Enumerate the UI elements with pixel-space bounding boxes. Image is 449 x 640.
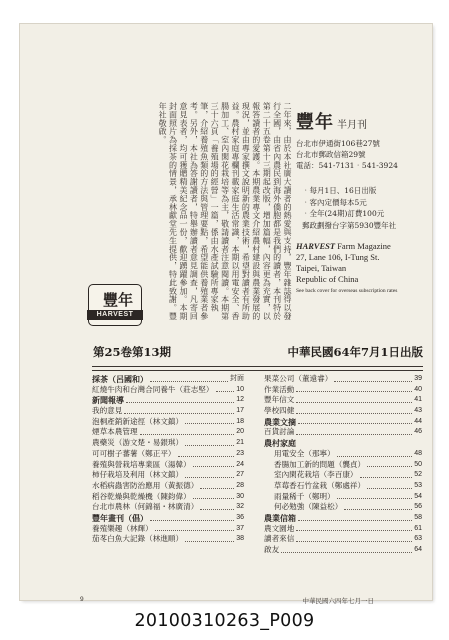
toc-entry-title: 何必勉強（陳益松）: [274, 502, 343, 512]
toc-entry-page: 41: [414, 396, 422, 404]
logo-glyph: 豐年: [103, 291, 134, 309]
toc-leader-dots: [200, 481, 234, 489]
toc-entry-title: 柿仔栽培及利用（林文鎮）: [92, 470, 184, 480]
toc-leader-dots: [155, 524, 234, 532]
toc-entry-page: 64: [414, 546, 422, 553]
toc-entry[interactable]: [264, 449, 422, 460]
toc-entry[interactable]: [264, 438, 422, 449]
toc-entry[interactable]: [264, 513, 422, 524]
toc-entry-page: 39: [414, 375, 422, 382]
toc-entry-title: 農藥災（游文楚・易銀琪）: [92, 438, 184, 448]
divider: [92, 366, 423, 367]
toc-entry-title: 採茶（呂國和）: [92, 374, 148, 384]
toc-leader-dots: [360, 470, 413, 478]
issue-bar: [93, 344, 423, 360]
toc-entry[interactable]: [264, 524, 422, 535]
toc-entry[interactable]: [92, 438, 244, 449]
toc-entry-page: 封面: [230, 375, 244, 382]
toc-entry-title: 豐年畫刊（倡）: [92, 512, 148, 523]
toc-entry-page: 32: [236, 503, 244, 511]
toc-leader-dots: [337, 492, 412, 500]
toc-leader-dots: [124, 406, 234, 414]
intro-vertical-text: 二年來，由於本社廣大讀者的熱愛與支持，豐年雜誌得以發行全國，由省內農民到海外僑胞都是我們的讀者，本刊特於第二十五卷第十三期起改版，增加篇幅，內容更為充實，以報答讀者的愛護。本期農業專文介紹農村建設與農業發展的現況，並由專家撰文說明新的農業技術，希望對讀者有所助益。農村家庭專欄刊載家庭生活常識，本期以用電安全、香腸加工、室內閑花栽培等為主，敬請讀者注意閱讀。本期第三十六頁「養殖場的經營」一篇，係由水產試驗所專家執筆，介紹養殖魚類的方法與管理要點，希望能供養殖業者參考。另外，本社為答謝讀者，特舉辦讀者意見調查，凡寄回意見表者，均可獲贈精美紀念品一份，歡迎踴躍參加。本期封面照片為採茶的情景，承林獻堂先生提供，特此致謝。豐年社敬啟。: [158, 102, 292, 321]
toc-entry-title: 新聞報導: [92, 395, 124, 406]
toc-entry-title: 果菜公司（董遠睿）: [264, 374, 333, 383]
toc-entry[interactable]: [92, 374, 244, 385]
toc-leader-dots: [344, 502, 412, 510]
toc-entry-title: 可可樹子蕃薯（鄭正平）: [92, 448, 176, 458]
toc-entry-title: 台北市農林（何錦福・林廣清）: [92, 502, 199, 512]
toc-entry-title: 茄苳白魚大記錄（林進順）: [92, 534, 184, 544]
toc-entry-page: 54: [414, 492, 422, 500]
toc-entry-title: 農村家庭: [264, 438, 296, 449]
harvest-logo: [88, 284, 142, 326]
toc-entry-page: 10: [236, 385, 244, 393]
toc-leader-dots: [298, 438, 420, 446]
toc-leader-dots: [150, 513, 234, 521]
toc-entry-page: 48: [414, 449, 422, 457]
toc-entry[interactable]: [264, 492, 422, 503]
toc-entry[interactable]: [264, 470, 422, 481]
toc-entry[interactable]: [92, 417, 244, 428]
toc-entry[interactable]: [264, 417, 422, 428]
toc-entry[interactable]: [264, 374, 422, 385]
address-line: 台北市伊通街106巷27號: [296, 139, 380, 148]
toc-leader-dots: [296, 534, 412, 542]
toc-leader-dots: [367, 481, 412, 489]
english-masthead: [296, 241, 440, 297]
toc-leader-dots: [296, 395, 412, 403]
toc-entry-title: 農業信箱: [264, 512, 296, 523]
toc-entry[interactable]: [264, 481, 422, 492]
toc-entry[interactable]: [92, 385, 244, 396]
toc-entry-page: 12: [236, 396, 244, 404]
toc-entry-page: 63: [414, 535, 422, 543]
toc-entry-page: 50: [414, 460, 422, 468]
toc-entry-title: 我的意見: [92, 406, 123, 416]
logo-band: HARVEST: [87, 310, 143, 320]
english-address-line: Republic of China: [296, 274, 359, 284]
toc-entry[interactable]: [92, 406, 244, 417]
toc-entry-title: 室內閑花栽培（李百康）: [274, 470, 358, 480]
toc-entry-title: 香腸加工新的問題（龔貞）: [274, 459, 366, 469]
toc-entry-page: 52: [414, 471, 422, 479]
toc-leader-dots: [367, 460, 412, 468]
english-name: HARVEST: [296, 241, 336, 251]
toc-entry-title: 豐年信文: [264, 395, 295, 405]
toc-leader-dots: [126, 395, 234, 403]
toc-entry-title: 學校四健: [264, 406, 295, 416]
toc-entry-page: 43: [414, 407, 422, 415]
toc-left-column: [92, 374, 244, 545]
masthead-address: [296, 138, 440, 160]
toc-entry-page: 24: [236, 460, 244, 468]
toc-entry-page: 46: [414, 428, 422, 436]
toc-entry[interactable]: [92, 534, 244, 545]
toc-entry-page: 21: [236, 439, 244, 447]
toc-entry[interactable]: [92, 513, 244, 524]
toc-entry-title: 水稻病蟲害防治應用（黃振德）: [92, 480, 199, 490]
toc-entry-title: 養殖與營栽培專業區（湯韓）: [92, 459, 191, 469]
english-address-line: Taipei, Taiwan: [296, 263, 347, 273]
toc-entry-title: 用電安全（那寧）: [274, 448, 335, 458]
toc-leader-dots: [296, 406, 412, 414]
toc-leader-dots: [185, 470, 234, 478]
overseas-note: See back cover for overseas subscription rates: [296, 288, 398, 294]
toc-leader-dots: [298, 417, 412, 425]
toc-entry-title: 紅燒牛肉和台灣合同養牛（莊志堅）: [92, 384, 214, 394]
toc-entry[interactable]: [92, 492, 244, 503]
toc-leader-dots: [140, 427, 235, 435]
toc-entry[interactable]: [92, 470, 244, 481]
issue-date: 中華民國64年7月1日出版: [287, 345, 423, 359]
toc-entry[interactable]: [92, 502, 244, 513]
english-tagline: Farm Magazine: [337, 241, 391, 251]
toc-leader-dots: [296, 385, 412, 393]
subscription-line: 郵政劃撥台字第5930豐年社: [302, 220, 397, 230]
masthead: [296, 108, 440, 297]
toc-entry-page: 56: [414, 503, 422, 511]
toc-leader-dots: [281, 545, 412, 553]
masthead-subtitle: 半月刊: [337, 120, 367, 131]
toc-leader-dots: [337, 449, 412, 457]
toc-entry[interactable]: [92, 449, 244, 460]
magazine-page: [20, 24, 432, 605]
toc-entry[interactable]: [92, 524, 244, 535]
issue-volume: 第25卷第13期: [93, 345, 172, 359]
toc-entry[interactable]: [92, 395, 244, 406]
image-caption: 20100310263_P009: [134, 611, 315, 631]
toc-entry-title: 泡桐產銷新途徑（林文鎮）: [92, 416, 184, 426]
toc-entry-page: 18: [236, 417, 244, 425]
toc-leader-dots: [296, 427, 412, 435]
address-line: 台北市郵政信箱29號: [296, 150, 366, 159]
toc-leader-dots: [185, 417, 234, 425]
subscription-line: ‧每月1日、16日出版: [302, 186, 377, 195]
toc-entry-title: 農文園地: [264, 523, 295, 533]
toc-entry-page: 23: [236, 449, 244, 457]
subscription-info: [296, 185, 440, 231]
toc-entry-page: 61: [414, 524, 422, 532]
divider: [92, 370, 423, 371]
toc-entry-title: 煙草本農管理: [92, 427, 138, 437]
toc-entry-title: 雨量稀千（鄭明）: [274, 491, 335, 501]
toc-entry-page: 44: [414, 417, 422, 425]
toc-leader-dots: [193, 492, 234, 500]
toc-leader-dots: [216, 385, 235, 393]
toc-entry[interactable]: [264, 502, 422, 513]
masthead-brand: [296, 108, 440, 134]
toc-entry-page: 30: [236, 492, 244, 500]
toc-entry-page: 53: [414, 481, 422, 489]
masthead-phone: 電話：541-7131‧541-3924: [296, 161, 398, 170]
english-address-line: 27, Lane 106, I-Tung St.: [296, 252, 380, 262]
toc-leader-dots: [185, 438, 234, 446]
toc-entry-page: 28: [236, 481, 244, 489]
toc-entry-page: 40: [414, 385, 422, 393]
toc-entry[interactable]: [264, 427, 422, 438]
toc-entry-title: 讀者來信: [264, 534, 295, 544]
toc-entry-page: 58: [414, 513, 422, 521]
toc-entry[interactable]: [92, 460, 244, 471]
toc-entry[interactable]: [92, 427, 244, 438]
toc-entry-title: 啟友: [264, 545, 280, 554]
page-number: 9: [80, 596, 84, 603]
toc-entry-page: 17: [236, 407, 244, 415]
masthead-title: 豐年: [296, 112, 334, 133]
toc-leader-dots: [150, 374, 228, 382]
subscription-line: ‧全年(24期)訂費100元: [302, 209, 385, 218]
toc-leader-dots: [185, 534, 234, 542]
toc-leader-dots: [178, 449, 235, 457]
toc-leader-dots: [298, 513, 412, 521]
toc-entry[interactable]: [264, 534, 422, 545]
toc-entry-page: 37: [236, 524, 244, 532]
toc-entry-title: 作業活動: [264, 384, 295, 394]
subscription-line: ‧客內定價每本5元: [302, 197, 367, 207]
toc-entry-page: 38: [236, 535, 244, 543]
toc-entry-page: 27: [236, 471, 244, 479]
toc-leader-dots: [334, 374, 412, 382]
toc-entry[interactable]: [92, 481, 244, 492]
toc-entry-title: 養殖樂趣（林輝）: [92, 523, 153, 533]
toc-right-column: [264, 374, 422, 556]
toc-entry[interactable]: [264, 395, 422, 406]
toc-leader-dots: [296, 524, 412, 532]
toc-entry[interactable]: [264, 385, 422, 396]
toc-entry-title: 稻谷乾燥與乾燥機（陳鈞偉）: [92, 491, 191, 501]
footer-date: 中華民國六四年七月一日: [302, 597, 374, 605]
toc-leader-dots: [193, 460, 234, 468]
toc-entry[interactable]: [264, 406, 422, 417]
toc-entry-title: 草莓香石竹盆栽（鄭處祥）: [274, 480, 366, 490]
toc-entry-page: 36: [236, 513, 244, 521]
toc-leader-dots: [200, 502, 234, 510]
toc-entry-title: 百貨討論: [264, 427, 295, 437]
toc-entry-title: 農業文摘: [264, 416, 296, 427]
toc-entry-page: 20: [236, 428, 244, 436]
toc-entry[interactable]: [264, 460, 422, 471]
toc-entry[interactable]: [264, 545, 422, 556]
